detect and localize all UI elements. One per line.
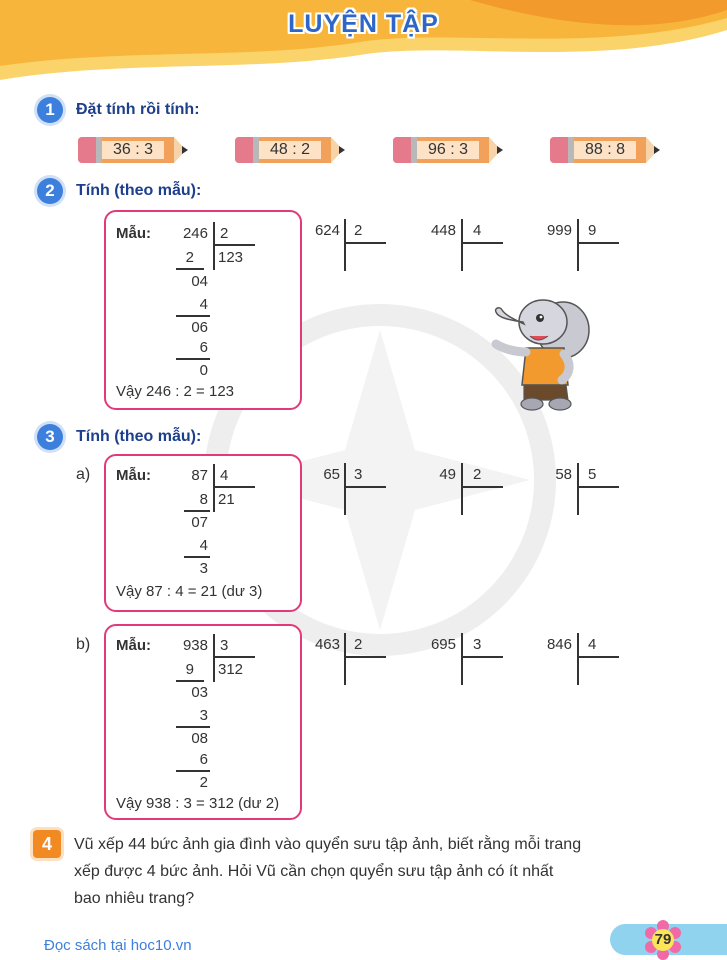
sample-step: 8 bbox=[199, 491, 208, 508]
sample-dividend: 87 bbox=[191, 467, 208, 484]
sample-step: 2 bbox=[185, 249, 194, 266]
sample-dividend: 246 bbox=[182, 225, 208, 242]
exercise-1-title: Đặt tính rồi tính: bbox=[76, 101, 200, 118]
sample-step: 3 bbox=[199, 707, 208, 724]
part-b-label: b) bbox=[76, 636, 91, 653]
problem-dividend: 65 bbox=[323, 466, 340, 483]
problem-divisor: 2 bbox=[473, 466, 482, 483]
sample-step: 3 bbox=[199, 560, 208, 577]
problem-dividend: 624 bbox=[314, 222, 340, 239]
sample-result: Vậy 938 : 3 = 312 (dư 2) bbox=[116, 795, 280, 812]
sample-step: 0 bbox=[199, 362, 208, 379]
sample-step: 6 bbox=[199, 751, 208, 768]
sample-result: Vậy 246 : 2 = 123 bbox=[116, 383, 235, 400]
sample-box-ex3a bbox=[104, 454, 302, 612]
problem-divisor: 4 bbox=[473, 222, 482, 239]
problem-dividend: 58 bbox=[555, 466, 572, 483]
exercise-4-badge: 4 bbox=[33, 830, 61, 858]
problem-dividend: 49 bbox=[439, 466, 456, 483]
problem-dividend: 463 bbox=[314, 636, 340, 653]
problem-divisor: 3 bbox=[473, 636, 482, 653]
sample-quotient: 123 bbox=[218, 249, 244, 266]
sample-label: Mẫu: bbox=[116, 467, 151, 484]
sample-step: 4 bbox=[199, 537, 208, 554]
problem-divisor: 9 bbox=[588, 222, 597, 239]
pencil-label: 96 : 3 bbox=[417, 141, 479, 159]
exercise-4-line: Vũ xếp 44 bức ảnh gia đình vào quyển sưu tập ảnh, biết rằng mỗi trang bbox=[74, 836, 582, 853]
problem-divisor: 5 bbox=[588, 466, 597, 483]
page-number: 79 bbox=[654, 931, 672, 948]
problem-dividend: 999 bbox=[546, 222, 572, 239]
exercise-1-badge: 1 bbox=[37, 97, 63, 123]
problem-dividend: 846 bbox=[546, 636, 572, 653]
sample-step: 6 bbox=[199, 339, 208, 356]
problem-divisor: 2 bbox=[354, 636, 363, 653]
exercise-2-badge: 2 bbox=[37, 178, 63, 204]
problem-divisor: 4 bbox=[588, 636, 597, 653]
exercise-4-line: xếp được 4 bức ảnh. Hỏi Vũ cần chọn quyển sưu tập ảnh có ít nhất bbox=[74, 863, 554, 880]
sample-step: 04 bbox=[191, 273, 208, 290]
sample-step: 2 bbox=[199, 774, 208, 791]
pencil-label: 48 : 2 bbox=[259, 141, 321, 159]
exercise-2-title: Tính (theo mẫu): bbox=[76, 182, 202, 199]
sample-dividend: 938 bbox=[182, 637, 208, 654]
sample-step: 06 bbox=[191, 319, 208, 336]
problem-dividend: 695 bbox=[430, 636, 456, 653]
pencil-label: 36 : 3 bbox=[102, 141, 164, 159]
sample-quotient: 312 bbox=[218, 661, 244, 678]
part-a-label: a) bbox=[76, 466, 91, 483]
sample-quotient: 21 bbox=[218, 491, 235, 508]
pencil-item-3 bbox=[393, 137, 505, 163]
problem-divisor: 3 bbox=[354, 466, 363, 483]
exercise-3-title: Tính (theo mẫu): bbox=[76, 428, 202, 445]
pencil-item-2 bbox=[235, 137, 347, 163]
pencil-item-4 bbox=[550, 137, 662, 163]
sample-divisor: 2 bbox=[220, 225, 229, 242]
sample-divisor: 3 bbox=[220, 637, 229, 654]
sample-divisor: 4 bbox=[220, 467, 229, 484]
sample-step: 4 bbox=[199, 296, 208, 313]
sample-step: 08 bbox=[191, 730, 208, 747]
sample-label: Mẫu: bbox=[116, 637, 151, 654]
sample-step: 07 bbox=[191, 514, 208, 531]
problem-dividend: 448 bbox=[430, 222, 456, 239]
pencil-item-1 bbox=[78, 137, 190, 163]
page-title: LUYỆN TẬP bbox=[288, 10, 439, 38]
sample-step: 9 bbox=[185, 661, 194, 678]
exercise-4-text bbox=[74, 831, 704, 912]
problem-divisor: 2 bbox=[354, 222, 363, 239]
sample-step: 03 bbox=[191, 684, 208, 701]
sample-result: Vậy 87 : 4 = 21 (dư 3) bbox=[116, 583, 263, 600]
pencil-label: 88 : 8 bbox=[574, 141, 636, 159]
exercise-4-line: bao nhiêu trang? bbox=[74, 890, 195, 907]
elephant-illustration bbox=[488, 290, 603, 415]
sample-box-ex3b bbox=[104, 624, 302, 820]
footer-text: Đọc sách tại hoc10.vn bbox=[44, 937, 192, 954]
sample-label: Mẫu: bbox=[116, 225, 151, 242]
exercise-3-badge: 3 bbox=[37, 424, 63, 450]
sample-box-ex2 bbox=[104, 210, 302, 410]
